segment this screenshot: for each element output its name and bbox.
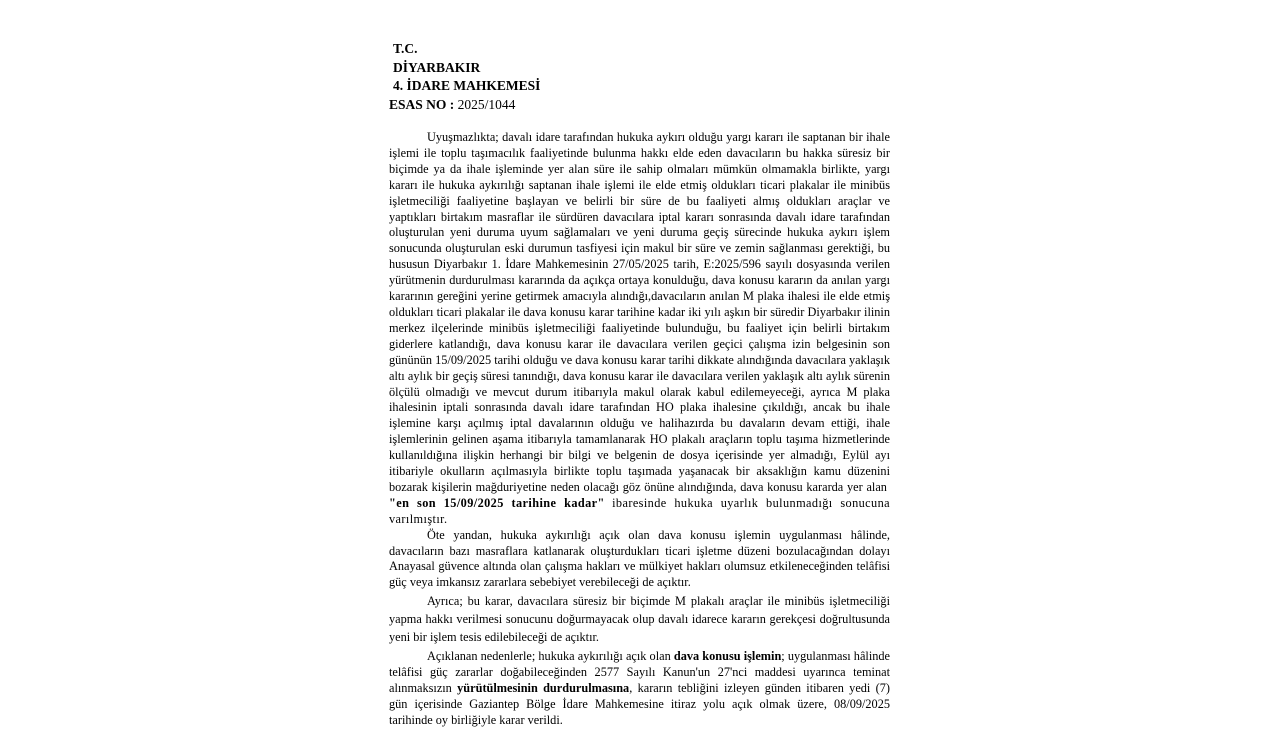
decision-text-a: Açıklanan nedenlerle; hukuka aykırılığı açık olan bbox=[427, 649, 671, 664]
quoted-deadline-phrase: "en son 15/09/2025 tarihine kadar" bbox=[389, 495, 605, 510]
decision-bold-stay: yürütülmesinin durdurulmasına bbox=[457, 681, 630, 696]
paragraph-decision bbox=[389, 649, 890, 729]
case-number bbox=[389, 96, 890, 115]
paragraph-dispute-conclusion: ibaresinde hukuka uyarlık bulunmadığı sonucuna varılmıştır. bbox=[389, 495, 890, 526]
header-court: 4. İDARE MAHKEMESİ bbox=[393, 78, 541, 93]
court-document bbox=[389, 40, 890, 729]
decision-text-c: , kararın tebliğini izleyen günden itibaren yedi (7) gün içerisinde Gaziantep Bölge İdare Mahkemesine itiraz yolu açık olmak üzere, 08/09/2025 tarihinde oy birliğiyle karar verildi. bbox=[389, 681, 890, 727]
paragraph-further: Ayrıca; bu karar, davacılara süresiz bir biçimde M plakalı araçlar ile minibüs işletmeciliği yapma hakkı verilmesi sonucunu doğurmayacak olup davalı idarece kararın gerekçesi doğrultusunda yeni bir işlem tesis edilebileceği de açıktır. bbox=[389, 594, 890, 645]
decision-bold-subject: dava konusu işlemin bbox=[673, 649, 782, 664]
paragraph-dispute-text: Uyuşmazlıkta; davalı idare tarafından hukuka aykırı olduğu yargı kararı ile saptanan bir ihale işlemi ile toplu taşımacılık faaliyetinde bulunma hakkı elde eden davacıların bu hakka süresiz bir biçimde ya da ihale işleminde yer alan süre ile sahip olmaları mümkün olmamakla birlikte, yargı kararı ile hukuka aykırılığı saptanan ihale işlemi ile elde etmiş oldukları ticari plakalar ile minibüs işletmeciliği faaliyetine başlayan ve belirli bir süre de bu faaliyeti almış oldukları araçlar ve yaptıkları birtakım masraflar ile sürdüren davacılara iptal kararı sonrasında davalı idare tarafından oluşturulan yeni duruma uyum sağlamaları ve yeni duruma geçiş sürecinde hukuka aykırı işlem sonucunda oluşturulan eski durumun tasfiyesi için makul bir süre ve zemin sağlanması gerektiği, bu hususun Diyarbakır 1. İdare Mahkemesinin 27/05/2025 tarih, E:2025/596 sayılı dosyasında verilen yürütmenin durdurulması kararında da açıkça ortaya konulduğu, dava konusu kararın da anılan yargı kararının gereğini yerine getirmek amacıyla alındığı,davacıların anılan M plaka ihalesi ile elde etmiş oldukları ticari plakalar ile dava konusu karar tarihine kadar iki yılı aşkın bir süredir Diyarbakır ilinin merkez ilçelerinde minibüs işletmeciliği faaliyetinde bulunduğu, bu faaliyet için belirli birtakım giderlere katlandığı, dava konusu karar ile davacılara verilen geçici çalışma izin belgesinin son gününün 15/09/2025 tarihi olduğu ve dava konusu karar tarihi dikkate alındığında davacılara yaklaşık altı aylık bir geçiş süresi tanındığı, dava konusu karar ile davacılara verilen yaklaşık altı aylık sürenin ölçülü olmadığı ve mevcut durum itibarıyla makul olarak kabul edilemeyeceği, ayrıca M plaka ihalesinin iptali sonrasında davalı idare tarafından HO plaka ihalesine çıkıldığı, ancak bu ihale işlemine karşı açılmış iptal davalarının olduğu ve halihazırda bu davaların devam ettiği, ihale işlemlerinin gelinen aşama itibarıyla tamamlanarak HO plakalı araçların toplu taşıma hizmetlerinde kullanıldığına ilişkin herhangi bir bilgi ve belgenin de dosya içerisinde yer almadığı, Eylül ayı itibariyle okulların açılmasıyla birlikte toplu taşımada yaşanacak bir aksaklığın kamu düzenini bozarak kişilerin mağduriyetine neden olacağı göz önüne alındığında, dava konusu kararda yer alan bbox=[389, 130, 890, 494]
case-number-value: 2025/1044 bbox=[457, 96, 516, 112]
header-republic: T.C. bbox=[393, 41, 418, 56]
header-city: DİYARBAKIR bbox=[393, 59, 481, 75]
decision-text-b: ; uygulanması hâlinde telâfisi güç zararlar doğabileceğinden 2577 Sayılı Kanun'un 27'nci maddesi uyarınca teminat alınmaksızın bbox=[389, 649, 890, 696]
paragraph-harm: Öte yandan, hukuka aykırılığı açık olan dava konusu işlemin uygulanması hâlinde, davacıların bazı masraflara katlanarak oluşturdukları ticari işletme düzeni bozulacağından dolayı Anayasal güvence altında olan çalışma hakları ve mülkiyet hakları olumsuz etkileneceğinden telâfisi güç veya imkansız zararlara sebebiyet verebileceği de açıktır. bbox=[389, 527, 890, 590]
paragraph-dispute bbox=[389, 130, 890, 528]
case-number-label: ESAS NO : bbox=[389, 96, 455, 112]
